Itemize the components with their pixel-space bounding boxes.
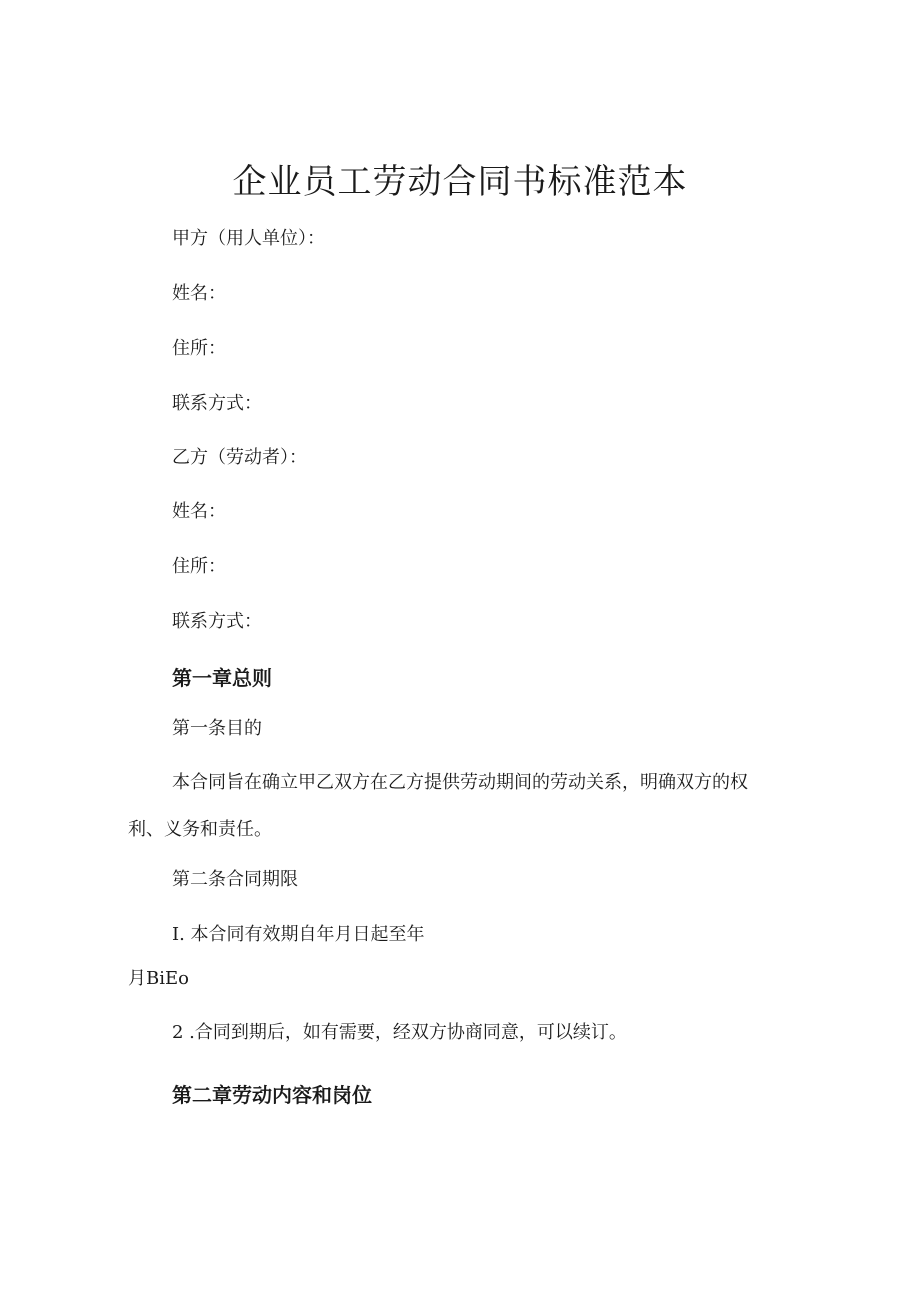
chapter-1-title: 第一章总则	[172, 666, 272, 690]
article-2-title: 第二条合同期限	[172, 869, 298, 890]
document-title: 企业员工劳动合同书标准范本	[232, 162, 688, 202]
party-b-heading: 乙方（劳动者）：	[172, 447, 307, 468]
article-2-item-2: 2 .合同到期后，如有需要，经双方协商同意，可以续订。	[172, 1022, 627, 1043]
party-a-name-label: 姓名：	[172, 283, 226, 304]
article-2-item-1-line-2: 月BiEo	[128, 968, 189, 989]
party-a-address-label: 住所：	[172, 338, 226, 359]
article-2-item-1-line-1: I. 本合同有效期自年月日起至年	[172, 924, 425, 945]
party-a-contact-label: 联系方式：	[172, 393, 262, 414]
party-b-name-label: 姓名：	[172, 501, 226, 522]
article-1-title: 第一条目的	[172, 718, 262, 739]
party-a-heading: 甲方（用人单位）：	[172, 228, 325, 249]
party-b-address-label: 住所：	[172, 556, 226, 577]
party-b-contact-label: 联系方式：	[172, 611, 262, 632]
chapter-2-title: 第二章劳动内容和岗位	[172, 1083, 372, 1107]
article-1-body: 本合同旨在确立甲乙双方在乙方提供劳动期间的劳动关系，明确双方的权利、义务和责任。	[128, 772, 748, 840]
